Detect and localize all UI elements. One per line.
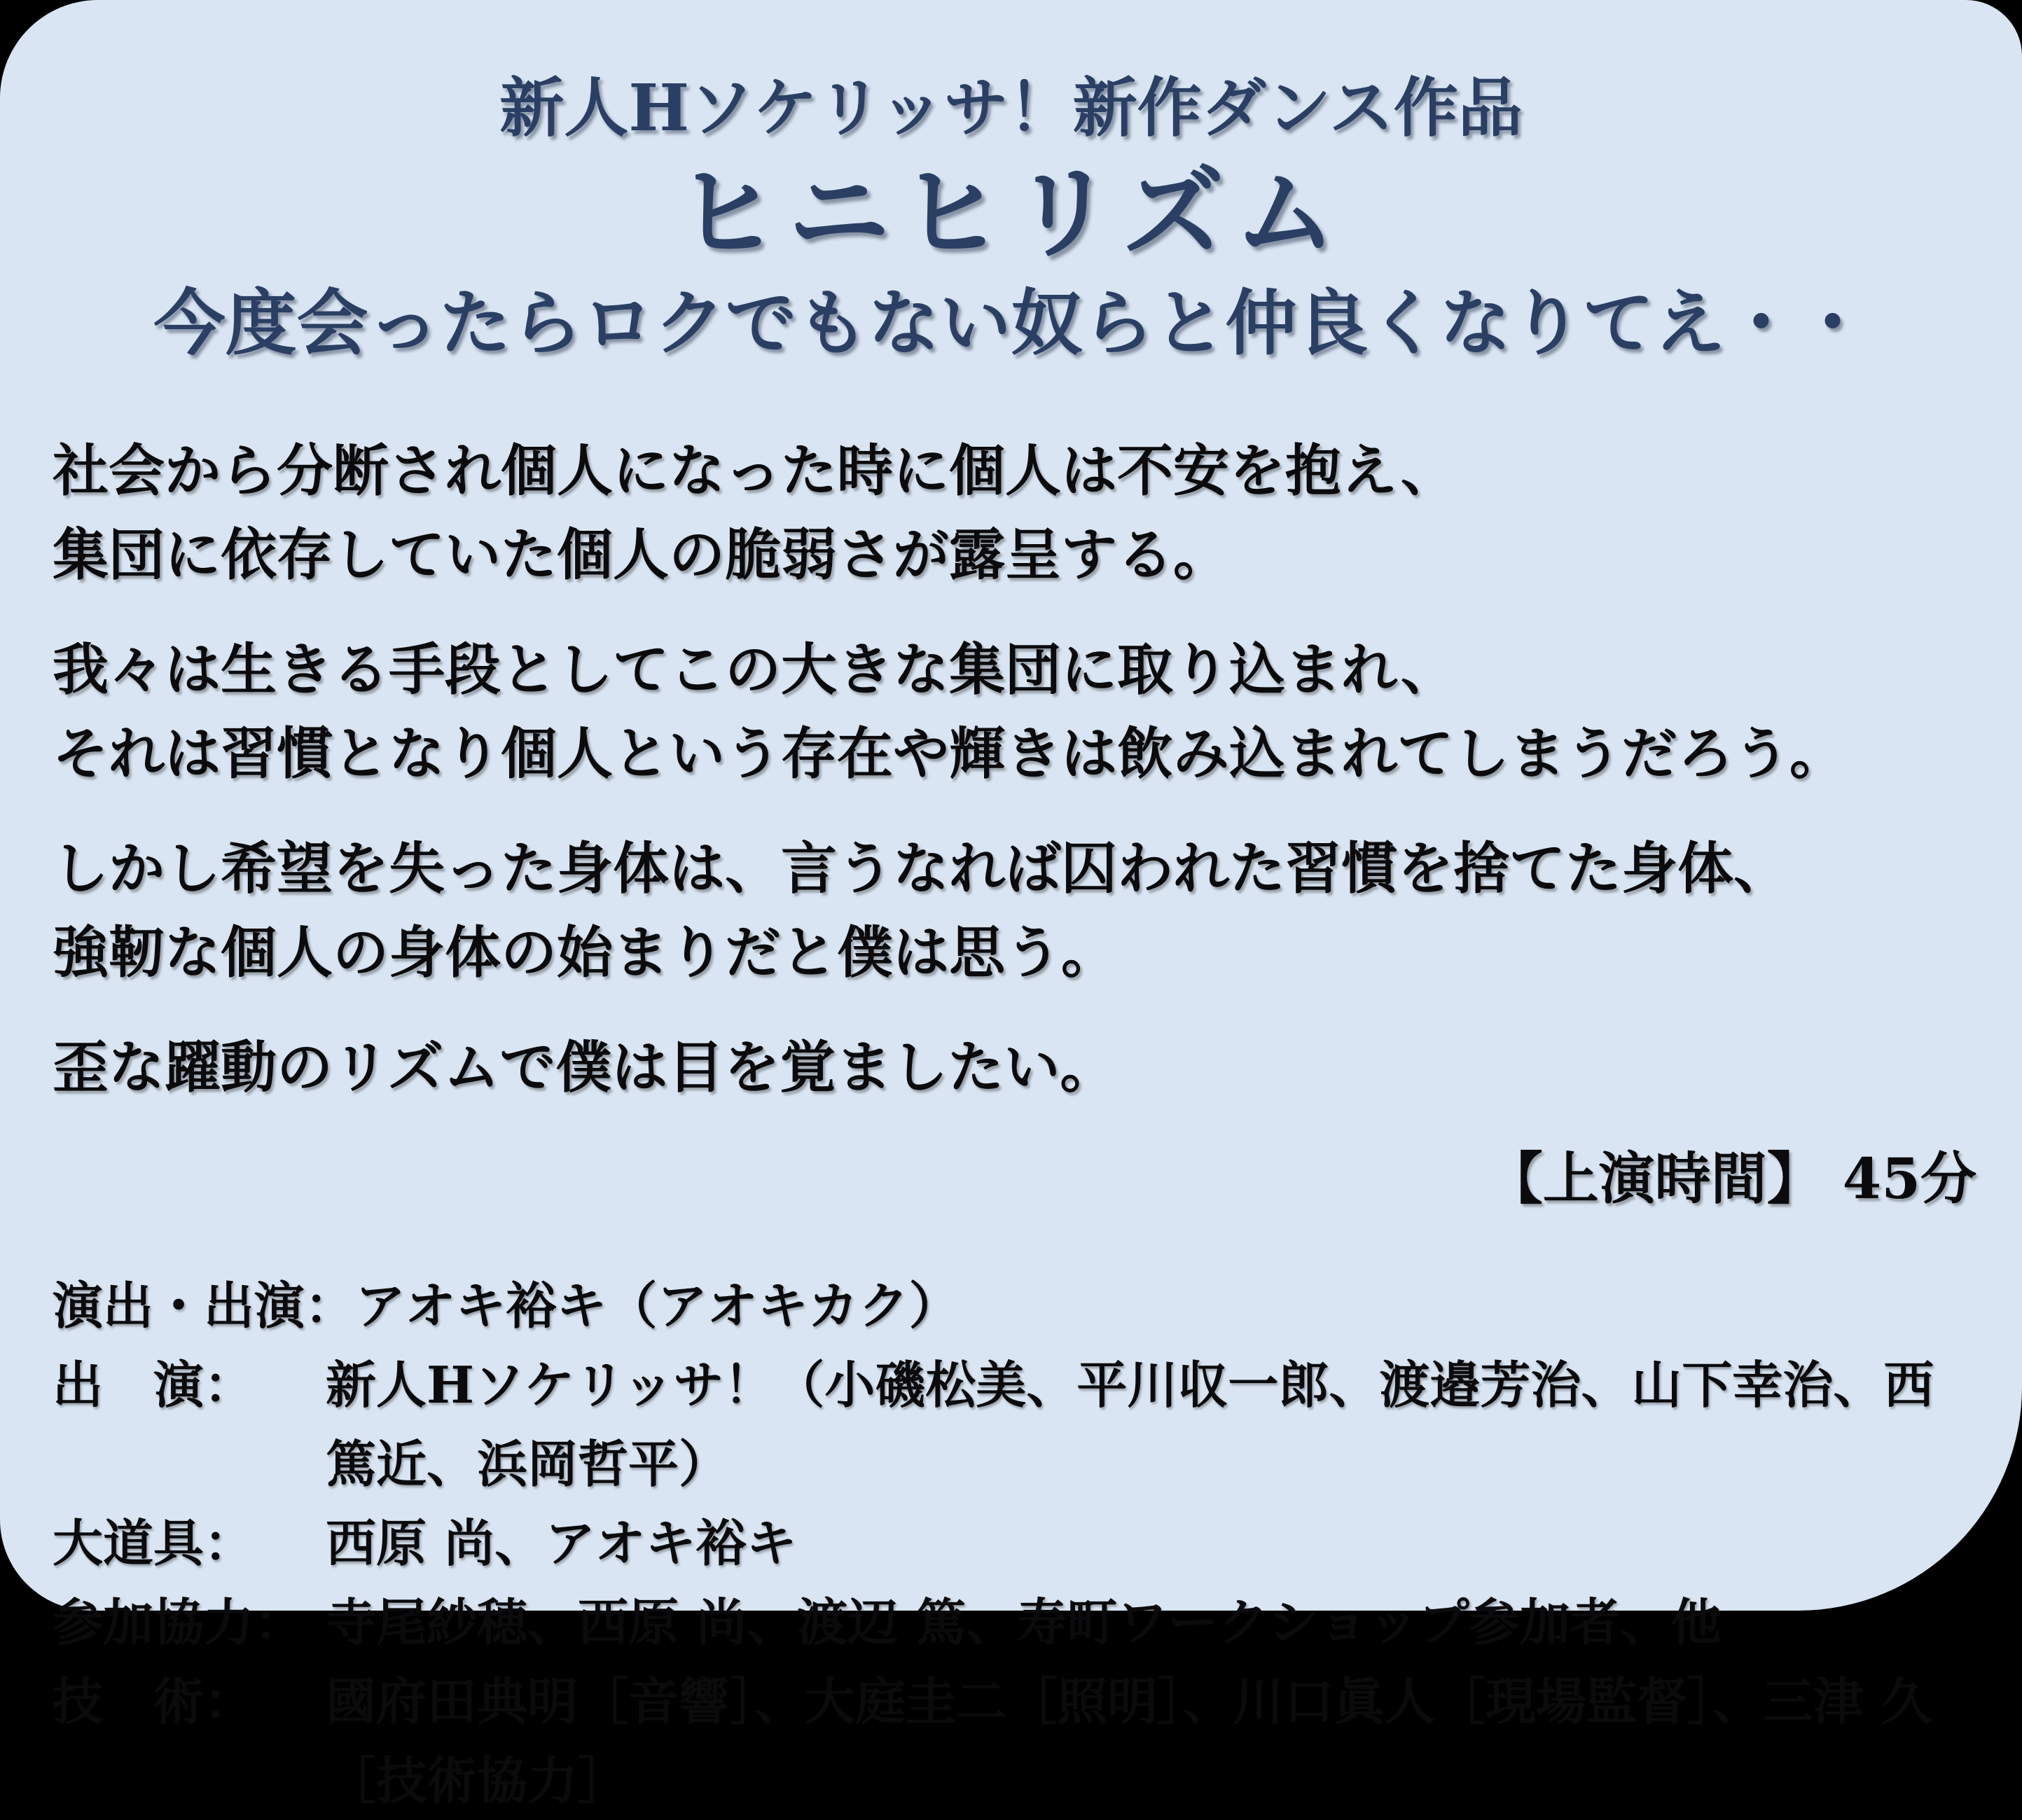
credit-label: 技 術： bbox=[53, 1672, 255, 1731]
paragraph bbox=[53, 627, 1973, 796]
body-line: 強靭な個人の身体の始まりだと僕は思う。 bbox=[53, 919, 1117, 985]
credit-row-cast bbox=[53, 1345, 1983, 1503]
credit-label: 出 演： bbox=[53, 1355, 255, 1415]
paragraph bbox=[53, 429, 1973, 597]
body-line: しかし希望を失った身体は、言うなれば囚われた習慣を捨てた身体、 bbox=[53, 835, 1789, 901]
paragraph bbox=[53, 826, 1973, 994]
credit-value: アオキ裕キ（アオキカク） bbox=[355, 1276, 960, 1335]
credit-value: 西原 尚、アオキ裕キ bbox=[326, 1513, 797, 1573]
credit-row-cooperation bbox=[53, 1583, 1983, 1662]
body-line: 社会から分断され個人になった時に個人は不安を抱え、 bbox=[53, 438, 1457, 503]
credit-row-direction bbox=[53, 1266, 1983, 1345]
header bbox=[0, 0, 2022, 373]
credit-label: 参加協力： bbox=[53, 1592, 305, 1652]
credit-value: 新人Hソケリッサ！（小磯松美、平川収一郎、渡邉芳治、山下幸治、西篤近、浜岡哲平） bbox=[326, 1355, 1934, 1494]
credit-row-props bbox=[53, 1503, 1983, 1583]
page-subtitle: 今度会ったらロクでもない奴らと仲良くなりてえ・・ bbox=[153, 282, 1869, 366]
credits-block bbox=[53, 1266, 1983, 1820]
series-kicker: 新人Hソケリッサ！新作ダンス作品 bbox=[499, 70, 1523, 146]
paragraph bbox=[53, 1025, 1973, 1109]
credit-value: 寺尾紗穂、西原 尚、渡辺 篤、寿町ワークショップ参加者、他 bbox=[326, 1592, 1722, 1652]
body-line: 歪な躍動のリズムで僕は目を覚ましたい。 bbox=[53, 1034, 1116, 1100]
body-line: 我々は生きる手段としてこの大きな集団に取り込まれ、 bbox=[53, 637, 1457, 702]
body-line: 集団に依存していた個人の脆弱さが露呈する。 bbox=[53, 522, 1229, 588]
page-title: ヒニヒリズム bbox=[675, 153, 1347, 273]
credit-label: 大道具： bbox=[53, 1513, 255, 1573]
credit-label: 演出・出演： bbox=[53, 1276, 356, 1335]
body-line: それは習慣となり個人という存在や輝きは飲み込まれてしまうだろう。 bbox=[53, 721, 1846, 786]
credit-row-technical bbox=[53, 1662, 1983, 1820]
duration-note: 【上演時間】 45分 bbox=[1486, 1146, 1976, 1211]
credit-value: 國府田典明［音響］、大庭圭二［照明］、川口眞人［現場監督］、三津 久［技術協力］ bbox=[326, 1672, 1932, 1810]
description bbox=[53, 429, 1973, 1109]
